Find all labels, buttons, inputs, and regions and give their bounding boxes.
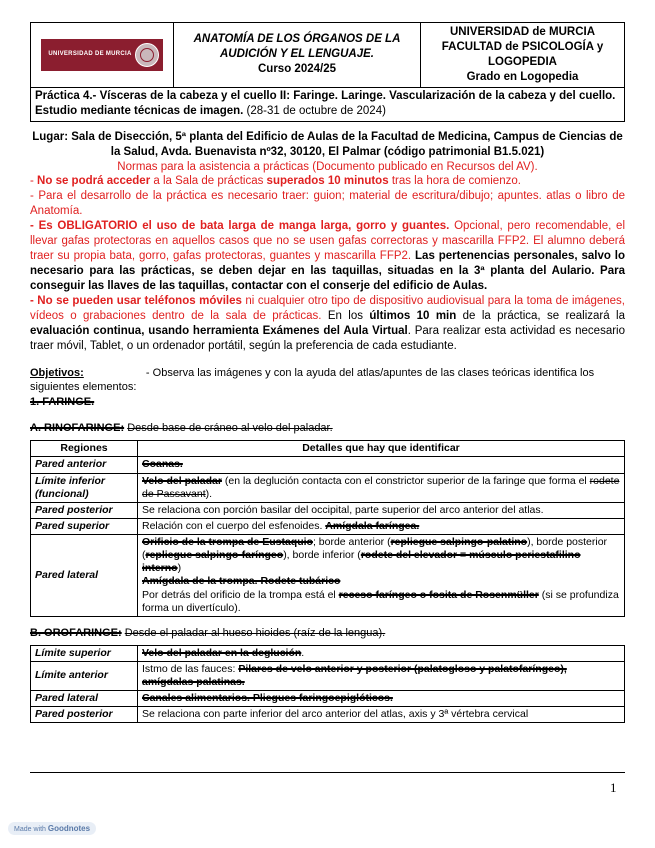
- table-row: [31, 691, 625, 707]
- rule-lockers: Las pertenencias personales, salvo lo necesario para las prácticas, se deben dejar en las taquillas, situadas en la 3ª planta del Aulario. Para conseguir las llaves de las taquillas, contactar con el conserje del edificio de Aulas.: [30, 250, 625, 292]
- table-row: [31, 502, 625, 518]
- row-label: Límite anterior: [31, 661, 138, 690]
- row-value: Se relaciona con parte inferior del arco anterior del atlas, axis y 3ª vértebra cervical: [138, 707, 625, 723]
- lateral-s3: repliegue salpingo-faríngeo: [145, 549, 284, 562]
- lateral-t3: ), borde inferior (: [283, 549, 361, 562]
- lateral-s5: Amígdala de la trompa. Rodete tubárico: [142, 575, 341, 588]
- lateral-t4: ): [177, 562, 182, 575]
- rule-eval-1: En los: [327, 309, 363, 322]
- row-label: Pared anterior: [31, 457, 138, 473]
- table-row: [31, 707, 625, 723]
- rule-eval-b2: evaluación continua, usando herramienta Exámenes del Aula Virtual: [30, 324, 408, 337]
- rule-access: [30, 174, 625, 189]
- rule-access-end: tras la hora de comienzo.: [391, 175, 521, 188]
- practica-dates: (28-31 de octubre de 2024): [246, 104, 386, 117]
- rule-eval-2: de la práctica, se realizará la: [462, 309, 625, 322]
- row-value: Coanas.: [142, 458, 183, 471]
- row-value-text: (en la deglución contacta con el constrictor superior de la faringe que forma el: [224, 474, 587, 487]
- rule-phones: [30, 294, 625, 354]
- course-title-line1: ANATOMÍA DE LOS ÓRGANOS DE LA: [193, 33, 401, 46]
- footer-divider: [30, 772, 625, 773]
- rinofaringe-title: A. RINOFARINGE:: [30, 422, 125, 435]
- row-value-strike: Velo del paladar en la deglución: [142, 646, 302, 659]
- seal-icon: [135, 43, 159, 67]
- norms-heading: Normas para la asistencia a prácticas (Documento publicado en Recursos del AV).: [117, 160, 538, 173]
- page-number: 1: [610, 780, 617, 795]
- row-value-end: .: [301, 646, 305, 659]
- row-value-text: Relación con el cuerpo del esfenoides.: [142, 519, 323, 532]
- row-value-strike: Velo del paladar: [142, 474, 222, 487]
- lateral-s2: repliegue salpingo-palatino: [390, 536, 528, 549]
- rule-phones-red: ni cualquier otro tipo de dispositivo audiovisual para la toma de imágenes, vídeos o grabaciones dentro de la sala de prácticas.: [30, 294, 626, 322]
- rule-access-mid: a la Sala de prácticas: [153, 175, 264, 188]
- watermark-brand: Goodnotes: [47, 824, 91, 833]
- lateral-s4: rodete del elevador = músculo periestafilino interno: [142, 549, 581, 575]
- rinofaringe-heading: [30, 422, 625, 434]
- lateral-t5: Por detrás del orificio de la trompa está el: [142, 588, 336, 601]
- section-faringe: 1. FARINGE.: [30, 396, 95, 409]
- course-title-cell: [174, 23, 421, 88]
- rule-eval-b1: últimos 10 min: [369, 309, 457, 322]
- rule-access-bold1: No se podrá acceder: [37, 175, 151, 188]
- row-label: Límite superior: [31, 645, 138, 661]
- row-value-end: ).: [205, 487, 213, 500]
- row-label: Pared posterior: [31, 502, 138, 518]
- degree-name: Grado en Logopedia: [466, 70, 579, 83]
- lateral-t1: ; borde anterior (: [312, 536, 391, 549]
- rule-dash: -: [30, 175, 34, 188]
- table-row: [31, 518, 625, 534]
- rinofaringe-table: [30, 440, 625, 617]
- orofaringe-title: B. OROFARINGE:: [30, 626, 122, 639]
- logo-text: UNIVERSIDAD DE MURCIA: [48, 51, 132, 58]
- table-row: [31, 645, 625, 661]
- row-value: Se relaciona con porción basilar del occipital, parte superior del arco anterior del atlas.: [138, 502, 625, 518]
- row-value-strike: Amígdala faríngea.: [325, 519, 420, 532]
- rule-eval-3: . Para realizar esta actividad es necesario traer móvil, Tablet, o un ordenador portátil, según la preferencia de cada estudiante.: [30, 324, 625, 352]
- rule-access-bold2: superados 10 minutos: [266, 175, 389, 188]
- document-page: [30, 22, 625, 723]
- table-row: [31, 473, 625, 502]
- lateral-s1: Orificio de la trompa de Eustaquio: [142, 536, 313, 549]
- practica-title: [30, 88, 625, 122]
- logo-cell: [31, 23, 174, 88]
- lateral-t2: ), borde posterior (: [142, 536, 608, 562]
- rule-coat-bold: - Es OBLIGATORIO el uso de bata larga de manga larga, gorro y guantes.: [30, 220, 450, 233]
- faculty-name: FACULTAD de PSICOLOGÍA y LOGOPEDIA: [441, 40, 604, 68]
- table-row: [31, 535, 625, 617]
- objectives-text: - Observa las imágenes y con la ayuda del atlas/apuntes de las clases teóricas identifica los siguientes elementos:: [30, 366, 595, 393]
- orofaringe-desc: Desde el paladar al hueso hioides (raíz de la lengua).: [124, 626, 386, 639]
- row-value-underline: rodete de Passavant: [142, 474, 620, 500]
- course-year: Curso 2024/25: [258, 63, 336, 76]
- goodnotes-watermark: [8, 822, 96, 835]
- orofaringe-heading: [30, 627, 625, 639]
- university-cell: [421, 23, 625, 88]
- row-label: Pared posterior: [31, 707, 138, 723]
- rule-phones-bold: - No se pueden usar teléfonos móviles: [30, 294, 242, 307]
- row-label: Pared lateral: [31, 691, 138, 707]
- row-value-strike: Pilares de velo anterior y posterior (palatogloso y palatofaríngeo), amígdalas palatinas.: [142, 662, 567, 689]
- university-name: UNIVERSIDAD de MURCIA: [449, 26, 596, 38]
- row-value-strike: Canales alimentarios. Pliegues faringoepiglóticos.: [142, 692, 393, 705]
- table-row: [31, 661, 625, 690]
- row-label: Pared lateral: [31, 535, 138, 617]
- objectives-label: Objetivos:: [30, 366, 84, 379]
- rule-coat: [30, 219, 625, 294]
- orofaringe-table: [30, 645, 625, 724]
- col-regiones: Regiones: [31, 441, 138, 457]
- lateral-s6: receso faríngeo o fosita de Rosenmüller: [338, 588, 539, 601]
- header-table: [30, 22, 625, 88]
- rinofaringe-desc: Desde base de cráneo al velo del paladar.: [127, 422, 333, 435]
- row-value-text: Istmo de las fauces:: [142, 662, 236, 675]
- course-title-line2: AUDICIÓN Y EL LENGUAJE.: [219, 48, 374, 61]
- watermark-prefix: Made with: [14, 826, 46, 833]
- rule-coat-rest: Opcional, pero recomendable, el llevar gafas protectoras en aquellos casos que no se usen gafas correctoras y mascarilla FFP2. El alumno deberá traer su propia bata, gorro, gafas protectoras, guantes y mascarilla FFP2.: [30, 220, 626, 263]
- rule-materials: - Para el desarrollo de la práctica es necesario traer: guion; material de escritura/dibujo; apuntes. atlas o libro de Anatomía.: [30, 190, 625, 218]
- row-label: Límite inferior (funcional): [31, 473, 138, 502]
- location-text: Lugar: Sala de Disección, 5ª planta del Edificio de Aulas de la Facultad de Medicina, Campus de Ciencias de la Salud, Avda. Buenavista nº32, 30120, El Palmar (código patrimonial B1.5.021): [32, 130, 623, 158]
- row-label: Pared superior: [31, 518, 138, 534]
- table-row: [31, 457, 625, 473]
- practica-text: Práctica 4.- Vísceras de la cabeza y el cuello II: Faringe. Laringe. Vascularización de la cabeza y del cuello. Estudio mediante técnicas de imagen.: [35, 89, 616, 117]
- university-logo: [41, 39, 163, 71]
- col-detalles: Detalles que hay que identificar: [138, 441, 625, 457]
- objectives: [30, 366, 625, 395]
- lateral-t6: (si se profundiza forma un divertículo).: [142, 588, 619, 614]
